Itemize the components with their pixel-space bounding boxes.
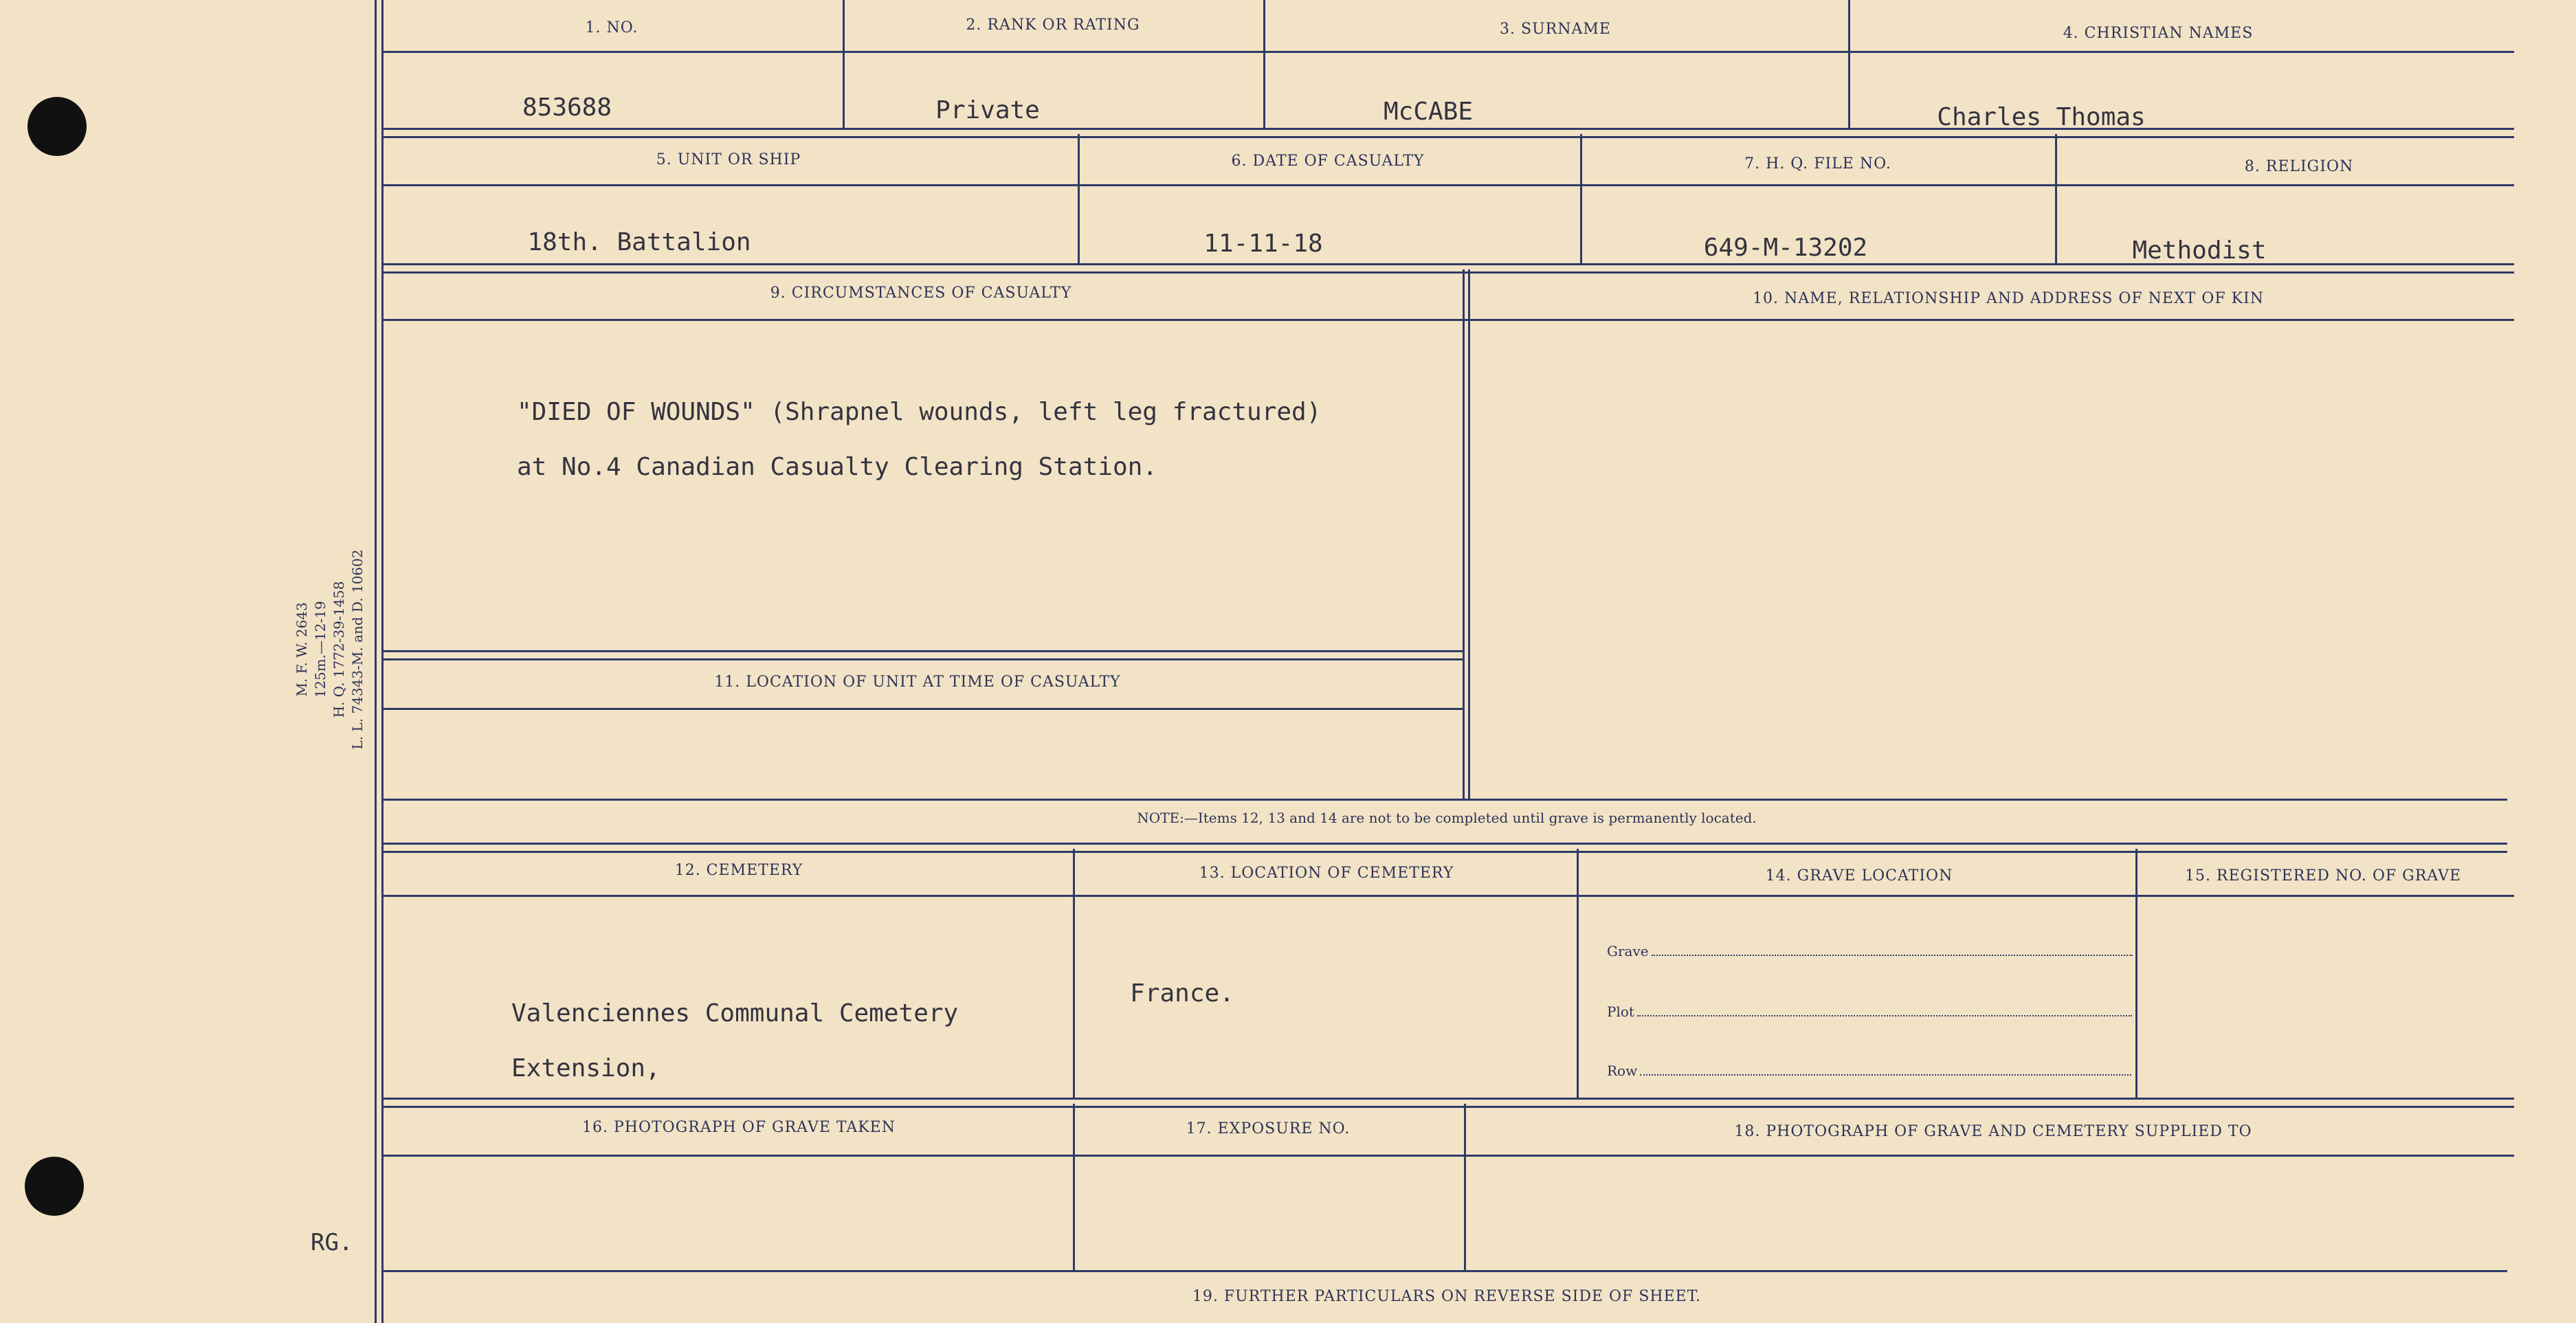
christian-names-label: 4. CHRISTIAN NAMES xyxy=(2063,25,2254,42)
cemetery-line: Valenciennes Communal Cemetery xyxy=(511,999,959,1027)
form-code-line: L. L. 74343-M. and D. 10602 xyxy=(349,549,366,750)
divider xyxy=(384,128,2514,138)
religion-label: 8. RELIGION xyxy=(2244,158,2354,175)
form-code xyxy=(293,549,367,749)
further-particulars: 19. FURTHER PARTICULARS ON REVERSE SIDE OF SHEET. xyxy=(1192,1288,1702,1305)
divider xyxy=(384,263,2514,274)
cemetery-value xyxy=(511,972,958,1110)
col-line xyxy=(1078,134,1080,263)
circumstances-line: "DIED OF WOUNDS" (Shrapnel wounds, left leg fractured) xyxy=(517,398,1322,426)
col-line xyxy=(1848,0,1850,128)
grave-location-label: 14. GRAVE LOCATION xyxy=(1765,867,1953,885)
col-line xyxy=(1468,269,1470,799)
col-line xyxy=(2135,849,2138,1098)
date-label: 6. DATE OF CASUALTY xyxy=(1231,153,1425,170)
divider xyxy=(384,51,2514,53)
surname-label: 3. SURNAME xyxy=(1500,21,1611,38)
circumstances-text xyxy=(517,371,1321,509)
date-value: 11-11-18 xyxy=(1203,230,1323,258)
divider xyxy=(384,843,2507,853)
grave-label: Grave xyxy=(1607,943,1649,959)
col-line xyxy=(1073,1104,1075,1270)
hq-file-value: 649-M-13202 xyxy=(1703,234,1868,262)
photo-supplied-label: 18. PHOTOGRAPH OF GRAVE AND CEMETERY SUPPLIED TO xyxy=(1734,1123,2252,1140)
divider xyxy=(384,1155,2514,1157)
unit-value: 18th. Battalion xyxy=(527,228,751,256)
religion-value: Methodist xyxy=(2132,236,2267,265)
hq-file-label: 7. H. Q. FILE NO. xyxy=(1744,155,1891,173)
next-of-kin-label: 10. NAME, RELATIONSHIP AND ADDRESS OF NEXT OF KIN xyxy=(1753,290,2264,307)
grave-dots xyxy=(1652,955,2133,956)
col-line xyxy=(1580,134,1582,263)
location-unit-label: 11. LOCATION OF UNIT AT TIME OF CASUALTY xyxy=(714,674,1121,691)
grave-field xyxy=(1607,943,2133,959)
form-code-line: 125m.—12-19 xyxy=(312,601,329,698)
divider xyxy=(384,799,2507,801)
punch-hole-bottom xyxy=(25,1157,84,1216)
note-text: NOTE:—Items 12, 13 and 14 are not to be completed until grave is permanently located. xyxy=(1137,810,1757,826)
rank-value: Private xyxy=(935,96,1040,124)
unit-label: 5. UNIT OR SHIP xyxy=(656,151,801,168)
col-line xyxy=(1463,269,1465,799)
divider xyxy=(384,650,1463,660)
circumstances-line: at No.4 Canadian Casualty Clearing Station. xyxy=(517,453,1157,481)
row-field xyxy=(1607,1063,2131,1079)
circumstances-label: 9. CIRCUMSTANCES OF CASUALTY xyxy=(770,285,1072,302)
divider xyxy=(384,184,2514,186)
photo-taken-label: 16. PHOTOGRAPH OF GRAVE TAKEN xyxy=(582,1119,896,1136)
margin-line xyxy=(381,0,384,1323)
margin-line xyxy=(375,0,377,1323)
rg-mark: RG. xyxy=(311,1229,353,1256)
form-code-line: M. F. W. 2643 xyxy=(293,602,310,697)
form-code-line: H. Q. 1772-39-1458 xyxy=(331,581,347,718)
col-line xyxy=(843,0,845,128)
exposure-label: 17. EXPOSURE NO. xyxy=(1186,1120,1351,1137)
punch-hole-top xyxy=(27,97,87,156)
divider xyxy=(384,319,2514,321)
row-dots xyxy=(1640,1074,2131,1076)
col-line xyxy=(2055,134,2057,263)
registered-no-label: 15. REGISTERED NO. OF GRAVE xyxy=(2184,867,2462,885)
plot-label: Plot xyxy=(1607,1003,1634,1020)
col-line xyxy=(1464,1104,1466,1270)
christian-names-value: Charles Thomas xyxy=(1937,103,2146,131)
divider xyxy=(384,708,1463,710)
col-line xyxy=(1263,0,1265,128)
cemetery-location-label: 13. LOCATION OF CEMETERY xyxy=(1199,865,1454,882)
no-label: 1. NO. xyxy=(585,19,639,36)
cemetery-location-value: France. xyxy=(1130,979,1234,1008)
no-value: 853688 xyxy=(522,93,612,122)
cemetery-label: 12. CEMETERY xyxy=(674,862,803,879)
divider xyxy=(384,895,2514,897)
divider xyxy=(384,1270,2507,1272)
surname-value: McCABE xyxy=(1383,98,1474,126)
cemetery-line: Extension, xyxy=(511,1054,660,1082)
plot-field xyxy=(1607,1003,2132,1020)
row-label: Row xyxy=(1607,1063,1638,1079)
col-line xyxy=(1073,849,1075,1098)
rank-label: 2. RANK OR RATING xyxy=(966,16,1140,34)
col-line xyxy=(1577,849,1579,1098)
plot-dots xyxy=(1637,1015,2132,1016)
